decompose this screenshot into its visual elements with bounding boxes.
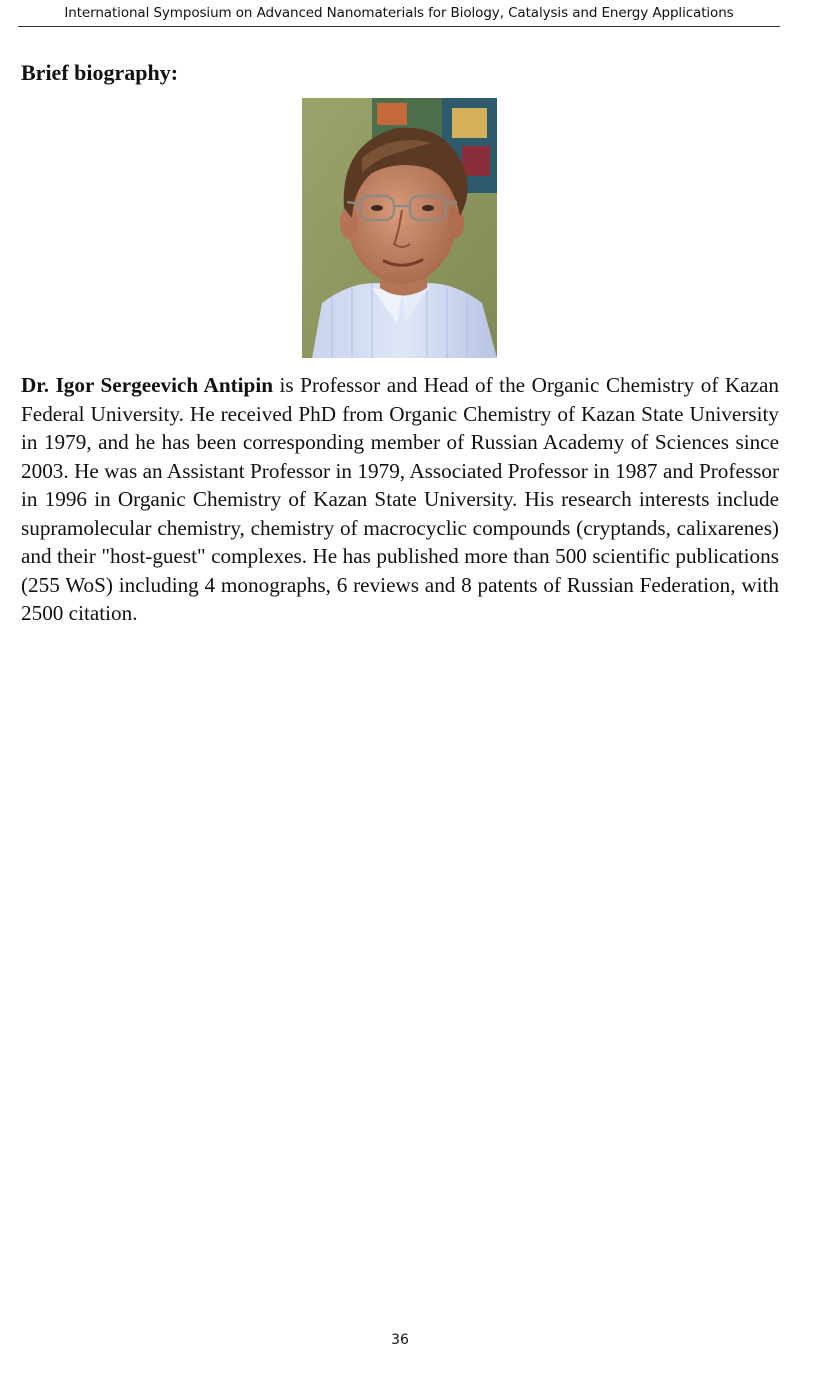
speaker-name: Dr. Igor Sergeevich Antipin <box>21 373 274 397</box>
page-number: 36 <box>391 1332 409 1348</box>
biography-paragraph <box>21 371 779 628</box>
running-header: International Symposium on Advanced Nanomaterials for Biology, Catalysis and Energy Applications <box>18 0 780 27</box>
biography-text: is Professor and Head of the Organic Chemistry of Kazan Federal University. He received PhD from Organic Chemistry of Kazan State University in 1979, and he has been corresponding member of Russian Academy of Sciences since 2003. He was an Assistant Professor in 1979, Associated Professor in 1987 and Professor in 1996 in Organic Chemistry of Kazan State University. His research interests include supramolecular chemistry, chemistry of macrocyclic compounds (cryptands, calixarenes) and their "host-guest" complexes. He has published more than 500 scientific publications (255 WoS) including 4 monographs, 6 reviews and 8 patents of Russian Federation, with 2500 citation. <box>21 373 779 625</box>
portrait-photo <box>302 98 497 358</box>
section-title: Brief biography: <box>21 60 179 85</box>
